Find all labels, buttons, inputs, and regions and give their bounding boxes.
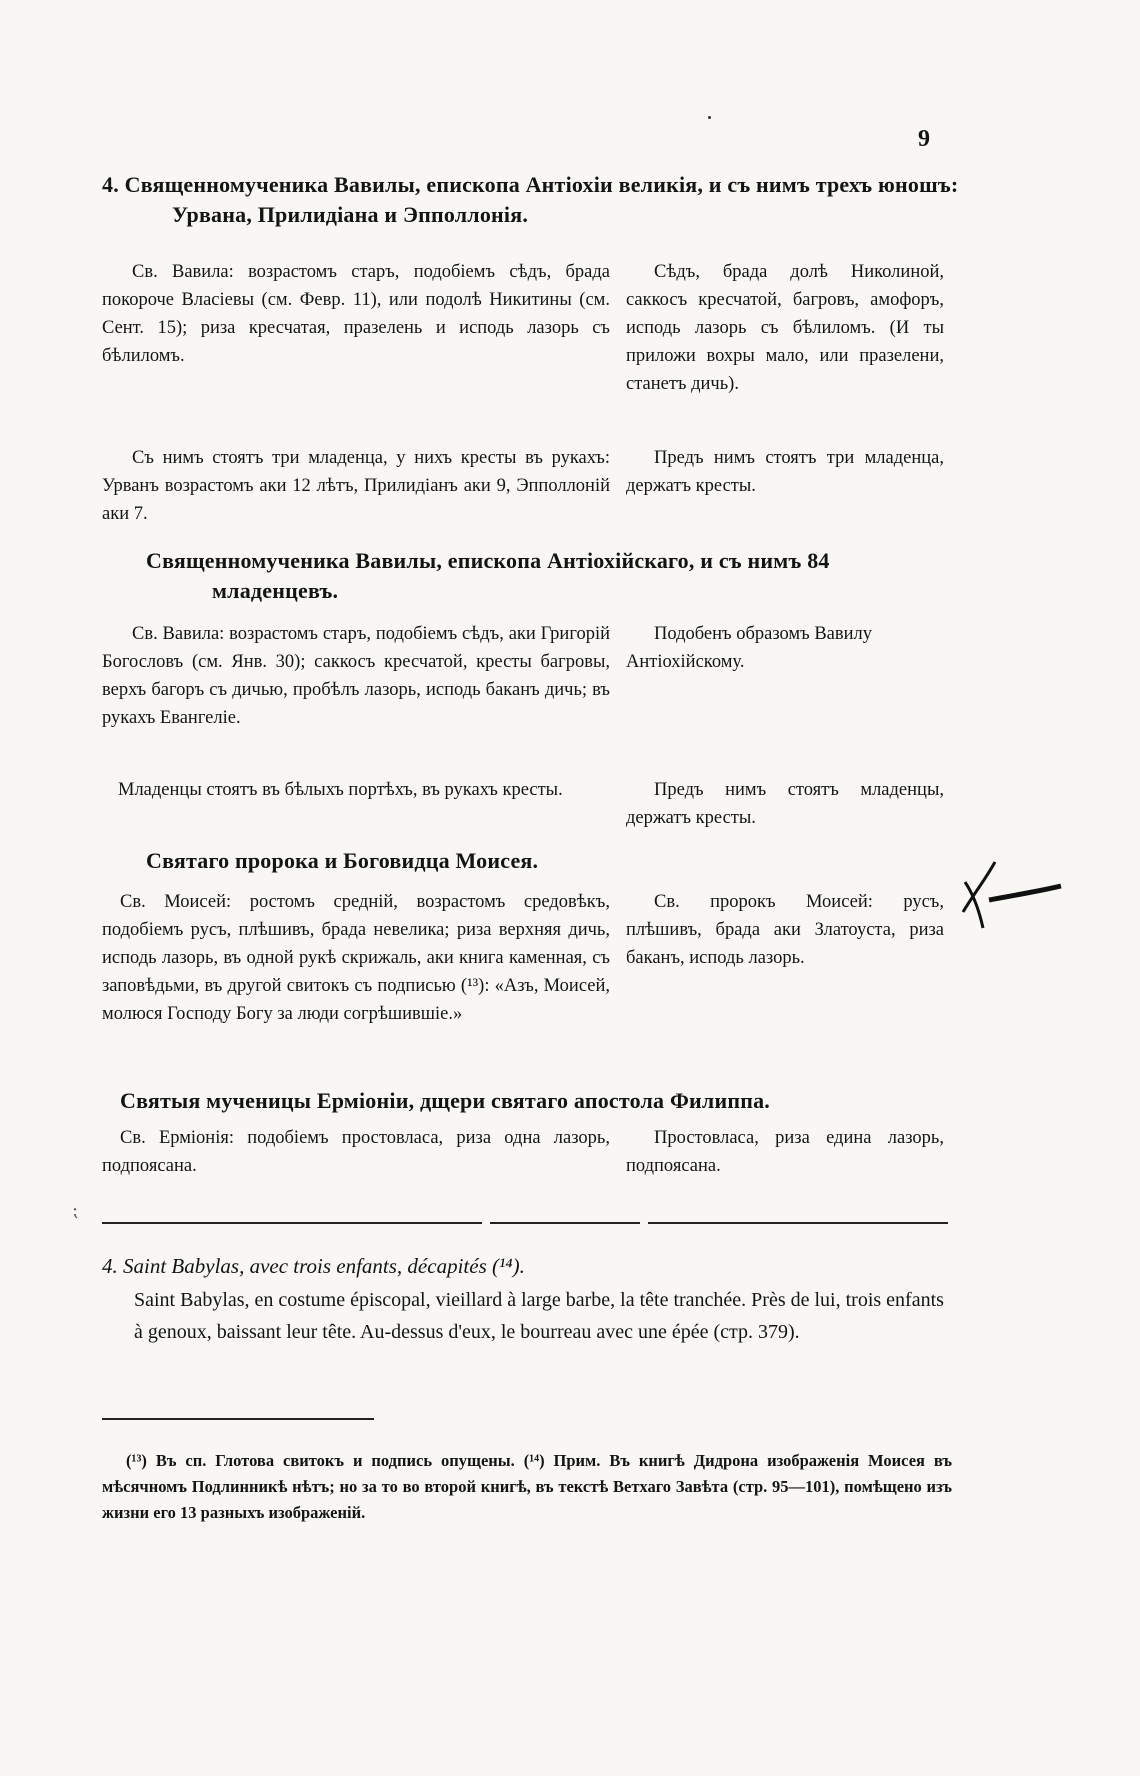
left-column-text: Св. Вавила: возрастомъ старъ, подобіемъ сѣдъ, аки Григорій Богословъ (см. Янв. 30); саккосъ кресчатой, кресты багровы, верхъ багоръ съ дичью, пробѣлъ лазорь, исподь баканъ дичь; въ рукахъ Евангеліе. bbox=[102, 624, 610, 728]
right-column-text: Предъ нимъ стоятъ младенцы, держатъ кресты. bbox=[626, 780, 944, 828]
french-title: 4. Saint Babylas, avec trois enfants, décapités (¹⁴). bbox=[102, 1254, 525, 1278]
right-column-text: Подобенъ образомъ Вавилу Антіохійскому. bbox=[626, 624, 872, 672]
section-heading-babylas: 4. Священномученика Вавилы, епископа Антіохіи великія, и съ нимъ трехъ юношъ: Урвана, Прилидіана и Эпполлонія. bbox=[102, 172, 959, 227]
right-column-text: Предъ нимъ стоятъ три младенца, держатъ кресты. bbox=[626, 448, 944, 496]
right-column-text: Сѣдъ, брада долѣ Николиной, саккосъ кресчатой, багровъ, амофоръ, исподь лазорь съ бѣлиломъ. (И ты приложи вохры мало, или празелени, станетъ дичь). bbox=[626, 262, 944, 394]
left-column-text: Св. Вавила: возрастомъ старъ, подобіемъ сѣдъ, брада покороче Власіевы (см. Февр. 11), или подолѣ Никитины (см. Сент. 15); риза кресчатая, празелень и исподь лазорь съ бѣлиломъ. bbox=[102, 262, 610, 366]
page-number: 9 bbox=[918, 126, 930, 152]
section-heading-moses: Святаго пророка и Боговидца Моисея. bbox=[146, 848, 539, 873]
french-description: Saint Babylas, en costume épiscopal, vieillard à large barbe, la tête tranchée. Près de lui, trois enfants à genoux, baissant leur tête. Au-dessus d'eux, le bourreau avec une épée (стр. 379). bbox=[134, 1289, 944, 1343]
handwritten-check-mark bbox=[955, 852, 1065, 932]
margin-tick: ⁏ bbox=[72, 1200, 79, 1220]
left-column-text: Съ нимъ стоятъ три младенца, у нихъ кресты въ рукахъ: Урванъ возрастомъ аки 12 лѣтъ, Прилидіанъ аки 9, Эпполлоній аки 7. bbox=[102, 448, 610, 524]
section-heading-hermione: Святыя мученицы Ерміоніи, дщери святаго апостола Филиппа. bbox=[120, 1088, 770, 1113]
right-column-text: Св. пророкъ Моисей: русъ, плѣшивъ, брада аки Златоуста, риза баканъ, исподь лазорь. bbox=[626, 892, 944, 968]
footnote-rule bbox=[102, 1418, 374, 1420]
separator-rule bbox=[648, 1222, 948, 1224]
left-column-text: Св. Моисей: ростомъ средній, возрастомъ средовѣкъ, подобіемъ русъ, плѣшивъ, брада невелика; риза верхняя дичь, исподь лазорь, въ одной рукѣ скрижаль, аки книга каменная, съ заповѣдьми, въ другой свитокъ съ подписью (¹³): «Азъ, Моисей, молюся Господу Богу за люди согрѣшившіе.» bbox=[102, 892, 610, 1024]
section-heading-babylas-84: Священномученика Вавилы, епископа Антіохійскаго, и съ нимъ 84 младенцевъ. bbox=[146, 548, 830, 603]
left-column-text: Младенцы стоятъ въ бѣлыхъ портѣхъ, въ рукахъ кресты. bbox=[118, 780, 563, 800]
separator-rule bbox=[490, 1222, 640, 1224]
ink-speck bbox=[708, 116, 711, 119]
left-column-text: Св. Ерміонія: подобіемъ простовласа, риза одна лазорь, подпоясана. bbox=[102, 1128, 610, 1176]
right-column-text: Простовласа, риза едина лазорь, подпоясана. bbox=[626, 1128, 944, 1176]
separator-rule bbox=[102, 1222, 482, 1224]
footnotes: (¹³) Въ сп. Глотова свитокъ и подпись опущены. (¹⁴) Прим. Въ книгѣ Дидрона изображенія Моисея въ мѣсячномъ Подлинникѣ нѣтъ; но за то во второй книгѣ, въ текстѣ Ветхаго Завѣта (стр. 95—101), помѣщено изъ жизни его 13 разныхъ изображеній. bbox=[102, 1451, 952, 1522]
